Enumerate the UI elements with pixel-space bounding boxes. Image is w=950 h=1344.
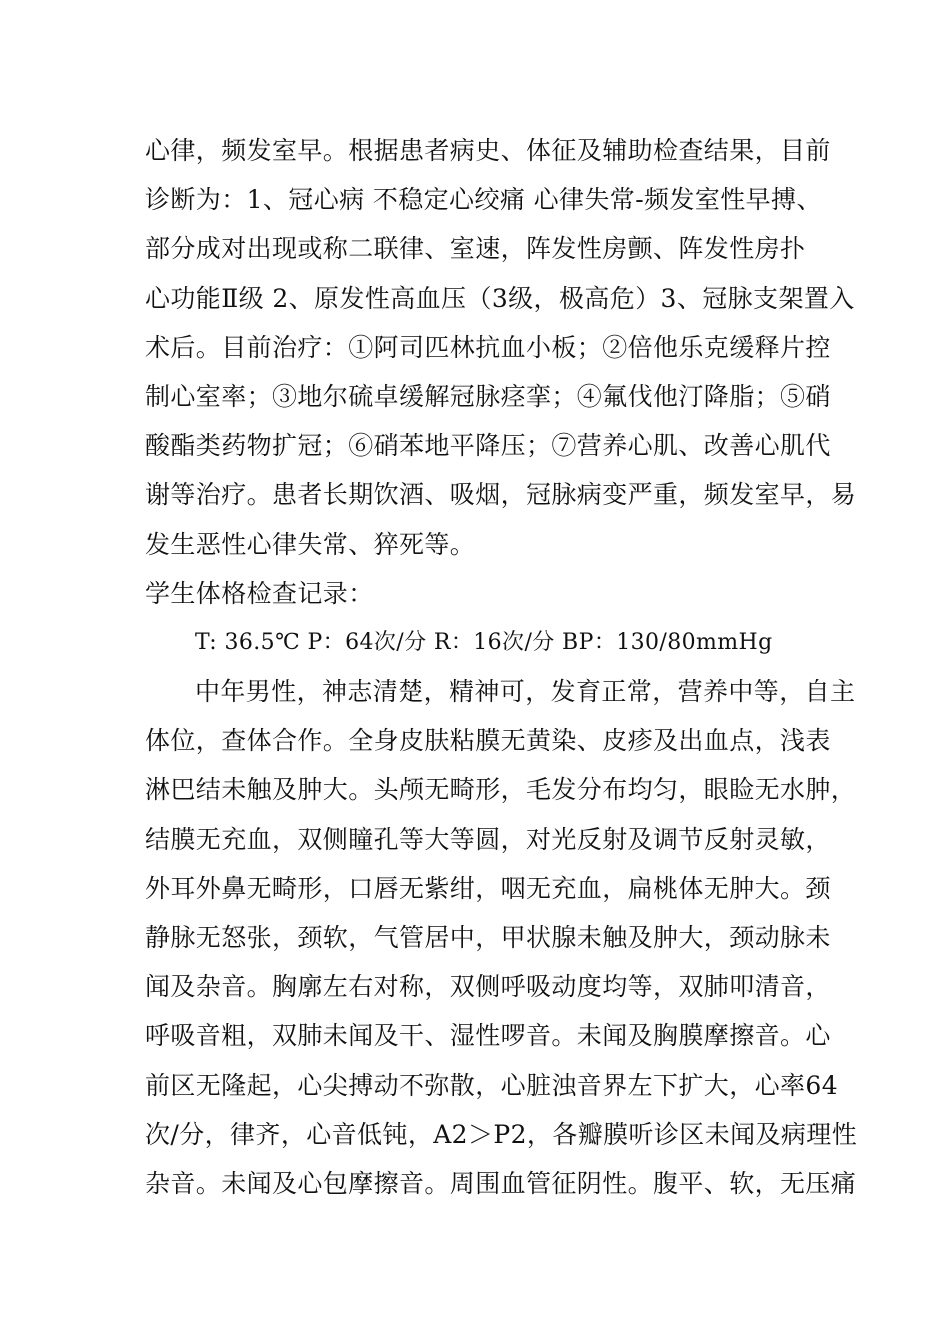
text-line: 发生恶性心律失常、猝死等。 [145, 529, 476, 559]
text-line: 酸酯类药物扩冠；⑥硝苯地平降压；⑦营养心肌、改善心肌代 [145, 431, 831, 461]
text-line: 术后。目前治疗：①阿司匹林抗血小板；②倍他乐克缓释片控 [145, 332, 831, 362]
paragraph-first-line: 中年男性，神志清楚，精神可，发育正常，营养中等，自主 [195, 677, 856, 707]
text-line: 次/分，律齐，心音低钝，A2＞P2，各瓣膜听诊区未闻及病理性 [145, 1119, 858, 1149]
text-line: 杂音。未闻及心包摩擦音。周围血管征阴性。腹平、软，无压痛 [145, 1168, 857, 1198]
text-line: 静脉无怒张，颈软，气管居中，甲状腺未触及肿大，颈动脉未 [145, 923, 831, 952]
text-line: 谢等治疗。患者长期饮酒、吸烟，冠脉病变严重，频发室早，易 [145, 480, 857, 510]
text-line: 诊断为：1、冠心病 不稳定心绞痛 心律失常-频发室性早搏、 [145, 185, 822, 215]
text-line: 前区无隆起，心尖搏动不弥散，心脏浊音界左下扩大，心率64 [145, 1070, 839, 1100]
text-line: 闻及杂音。胸廓左右对称，双侧呼吸动度均等，双肺叩清音， [145, 972, 831, 1002]
text-line: 心律，频发室早。根据患者病史、体征及辅助检查结果，目前 [145, 136, 831, 165]
text-line: 制心室率；③地尔硫卓缓解冠脉痉挛；④氟伐他汀降脂；⑤硝 [145, 381, 831, 411]
text-line: 心功能Ⅱ级 2、原发性高血压（3级，极高危）3、冠脉支架置入 [145, 283, 855, 313]
text-line: 呼吸音粗，双肺未闻及干、湿性啰音。未闻及胸膜摩擦音。心 [145, 1021, 831, 1051]
text-line: 外耳外鼻无畸形，口唇无紫绀，咽无充血，扁桃体无肿大。颈 [145, 873, 831, 903]
vital-signs: T: 36.5℃ P：64次/分 R：16次/分 BP：130/80mmHg [195, 629, 773, 655]
text-line: 淋巴结未触及肿大。头颅无畸形，毛发分布均匀，眼睑无水肿， [145, 775, 857, 805]
text-line: 体位，查体合作。全身皮肤粘膜无黄染、皮疹及出血点，浅表 [145, 726, 831, 756]
text-line: 部分成对出现或称二联律、室速，阵发性房颤、阵发性房扑 [145, 234, 806, 264]
text-line: 结膜无充血，双侧瞳孔等大等圆，对光反射及调节反射灵敏， [145, 824, 831, 854]
document-body [145, 126, 858, 1208]
section-heading: 学生体格检查记录： [145, 578, 374, 608]
